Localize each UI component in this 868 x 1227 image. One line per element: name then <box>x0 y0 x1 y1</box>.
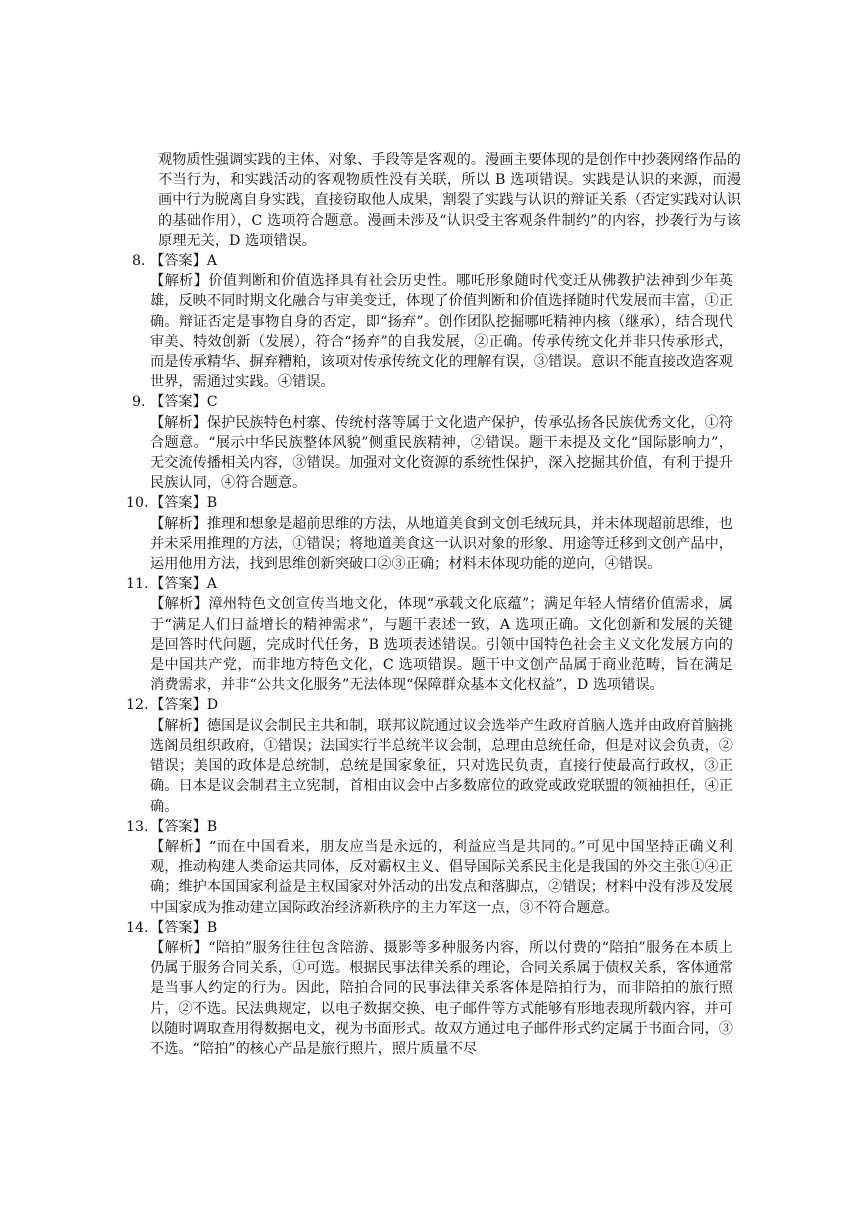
question-number: 11. <box>126 576 149 593</box>
question-number: 13. <box>126 818 149 835</box>
analysis-paragraph: 【解析】德国是议会制民主共和制，联邦议院通过议会选举产生政府首脑人选并由政府首脑挑选阁员组织政府，①错误；法国实行半总统半议会制，总理由总统任命，但是对议会负责，②错误；美国的政体是总统制，总统是国家象征，只对选民负责，直接行使最高行政权，③正确。日本是议会制君主立宪制，首相由议会中占多数席位的政党或政党联盟的领袖担任，④正确。 <box>150 717 733 815</box>
question-13 <box>0 817 868 918</box>
question-11 <box>0 574 868 695</box>
analysis-paragraph: 【解析】“陪拍”服务往往包含陪游、摄影等多种服务内容，所以付费的“陪拍”服务在本质上仍属于服务合同关系，①可选。根据民事法律关系的理论，合同关系属于债权关系，客体通常是当事人约定的行为。因此，陪拍合同的民事法律关系客体是陪拍行为，而非陪拍的旅行照片，②不选。民法典规定，以电子数据交换、电子邮件等方式能够有形地表现所载内容，并可以随时调取查用得数据电文，视为书面形式。故双方通过电子邮件形式约定属于书面合同，③不选。“陪拍”的核心产品是旅行照片，照片质量不尽 <box>150 939 733 1057</box>
answer-line: 【答案】A <box>150 576 217 593</box>
answer-line: 【答案】B <box>150 818 218 835</box>
question-number: 12. <box>126 697 149 714</box>
analysis-paragraph: 【解析】价值判断和价值选择具有社会历史性。哪吒形象随时代变迁从佛教护法神到少年英雄，反映不同时期文化融合与审美变迁，体现了价值判断和价值选择随时代发展而丰富，①正确。辩证否定是事物自身的否定，即“扬弃”。创作团队挖掘哪吒精神内核（继承），结合现代审美、特效创新（发展），符合“扬弃”的自我发展，②正确。传承传统文化并非只传承形式，而是传承精华、摒弃糟粕，该项对传承传统文化的理解有误，③错误。意识不能直接改造客观世界，需通过实践。④错误。 <box>150 273 733 391</box>
intro-paragraph: 观物质性强调实践的主体、对象、手段等是客观的。漫画主要体现的是创作中抄袭网络作品的不当行为，和实践活动的客观物质性没有关联，所以 B 选项错误。实践是认识的来源，而漫画中行为脱离自身实践，直接窃取他人成果，割裂了实践与认识的辩证关系（否定实践对认识的基础作用），C 选项符合题意。漫画未涉及“认识受主客观条件制约”的内容，抄袭行为与该原理无关，D 选项错误。 <box>158 152 741 249</box>
question-12 <box>0 695 868 816</box>
question-9 <box>0 392 868 493</box>
document-body <box>0 150 868 1059</box>
answer-line: 【答案】B <box>150 495 218 512</box>
question-number: 8. <box>132 253 146 270</box>
analysis-paragraph: 【解析】漳州特色文创宣传当地文化，体现“承载文化底蕴”；满足年轻人情绪价值需求，属于“满足人们日益增长的精神需求”，与题干表述一致，A 选项正确。文化创新和发展的关键是回答时代问题，完成时代任务，B 选项表述错误。引领中国特色社会主义文化发展方向的是中国共产党，而非地方特色文化，C 选项错误。题干中文创产品属于商业范畴，旨在满足消费需求，并非“公共文化服务”无法体现“保障群众基本文化权益”，D 选项错误。 <box>150 596 733 694</box>
question-number: 14. <box>126 919 149 936</box>
question-number: 9. <box>132 394 146 411</box>
analysis-paragraph: 【解析】保护民族特色村寨、传统村落等属于文化遗产保护，传承弘扬各民族优秀文化，①符合题意。“展示中华民族整体风貌”侧重民族精神，②错误。题干未提及文化“国际影响力”，无交流传播相关内容，③错误。加强对文化资源的系统性保护，深入挖掘其价值，有利于提升民族认同，④符合题意。 <box>150 414 733 492</box>
question-8 <box>0 251 868 392</box>
question-number: 10. <box>126 495 149 512</box>
question-14 <box>0 918 868 1059</box>
question-10 <box>0 493 868 574</box>
answer-line: 【答案】B <box>150 919 218 936</box>
analysis-paragraph: 【解析】“而在中国看来，朋友应当是永远的，利益应当是共同的。”可见中国坚持正确义利观，推动构建人类命运共同体，反对霸权主义、倡导国际关系民主化是我国的外交主张①④正确；维护本国国家利益是主权国家对外活动的出发点和落脚点，②错误；材料中没有涉及发展中国家成为推动建立国际政治经济新秩序的主力军这一点，③不符合题意。 <box>150 838 733 916</box>
answer-line: 【答案】D <box>150 697 219 714</box>
answer-line: 【答案】C <box>150 394 218 411</box>
answer-line: 【答案】A <box>150 253 217 270</box>
analysis-paragraph: 【解析】推理和想象是超前思维的方法，从地道美食到文创毛绒玩具，并未体现超前思维，也并未采用推理的方法，①错误；将地道美食这一认识对象的形象、用途等迁移到文创产品中，运用他用方法，找到思维创新突破口②③正确；材料未体现功能的逆向，④错误。 <box>150 515 733 573</box>
